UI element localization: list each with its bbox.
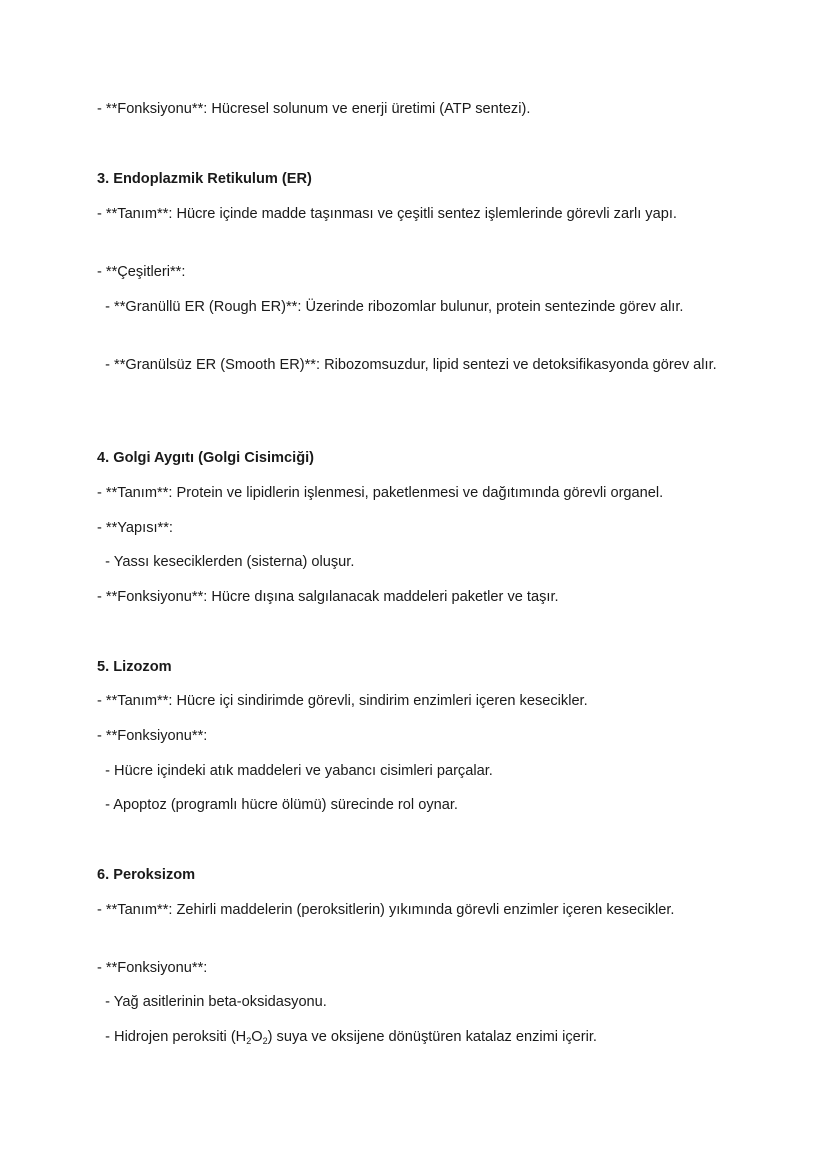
lysosome-definition-line: - **Tanım**: Hücre içi sindirimde görevli, sindirim enzimleri içeren kesecikler. [97, 693, 588, 709]
subscript-two: 2 [246, 1036, 252, 1046]
golgi-function-line: - **Fonksiyonu**: Hücre dışına salgılanacak maddeleri paketler ve taşır. [97, 589, 559, 605]
golgi-definition-line: - **Tanım**: Protein ve lipidlerin işlenmesi, paketlenmesi ve dağıtımında görevli organel. [97, 485, 664, 501]
subscript-two: 2 [262, 1036, 268, 1046]
lysosome-digestion-line: - Hücre içindeki atık maddeleri ve yabancı cisimleri parçalar. [97, 763, 493, 779]
er-definition-line: - **Tanım**: Hücre içinde madde taşınması ve çeşitli sentez işlemlerinde görevli zarlı yapı. [97, 206, 677, 222]
smooth-er-line: - **Granülsüz ER (Smooth ER)**: Ribozomsuzdur, lipid sentezi ve detoksifikasyonda görev alır. [97, 357, 717, 373]
section-heading-peroxisome: 6. Peroksizom [97, 867, 196, 883]
catalase-text-oxygen: O [251, 1029, 263, 1045]
golgi-cisternae-line: - Yassı keseciklerden (sisterna) oluşur. [97, 554, 355, 570]
section-heading-er: 3. Endoplazmik Retikulum (ER) [97, 171, 312, 187]
rough-er-line: - **Granüllü ER (Rough ER)**: Üzerinde ribozomlar bulunur, protein sentezinde görev alır. [97, 299, 684, 315]
catalase-text-before: - Hidrojen peroksiti (H [97, 1029, 247, 1045]
peroxisome-beta-oxidation-line: - Yağ asitlerinin beta-oksidasyonu. [97, 994, 327, 1010]
golgi-structure-line: - **Yapısı**: [97, 520, 173, 536]
section-heading-lysosome: 5. Lizozom [97, 659, 172, 675]
section-heading-golgi: 4. Golgi Aygıtı (Golgi Cisimciği) [97, 450, 315, 466]
er-types-line: - **Çeşitleri**: [97, 264, 186, 280]
peroxisome-function-line: - **Fonksiyonu**: [97, 960, 208, 976]
peroxisome-catalase-line [97, 1026, 737, 1048]
peroxisome-definition-line: - **Tanım**: Zehirli maddelerin (peroksitlerin) yıkımında görevli enzimler içeren kesecikler. [97, 902, 675, 918]
lysosome-function-line: - **Fonksiyonu**: [97, 728, 208, 744]
catalase-text-after: ) suya ve oksijene dönüştüren katalaz enzimi içerir. [267, 1029, 597, 1045]
mitochondria-function-line: - **Fonksiyonu**: Hücresel solunum ve enerji üretimi (ATP sentezi). [97, 101, 531, 117]
lysosome-apoptosis-line: - Apoptoz (programlı hücre ölümü) sürecinde rol oynar. [97, 797, 458, 813]
